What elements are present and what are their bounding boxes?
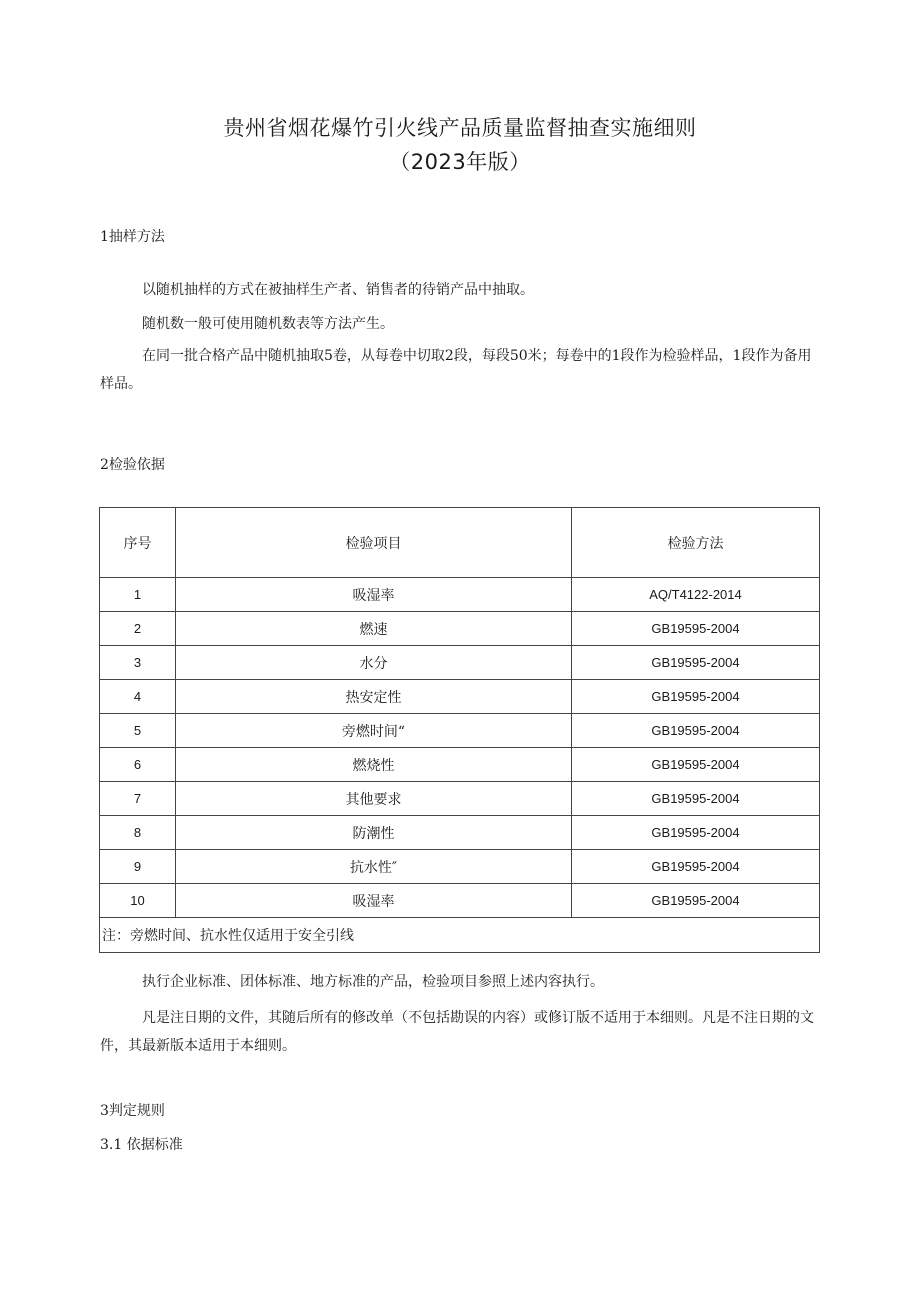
table-row bbox=[100, 884, 820, 918]
cell-no: 7 bbox=[100, 782, 176, 816]
cell-no: 9 bbox=[100, 850, 176, 884]
section-3-heading: 3判定规则 bbox=[100, 1103, 165, 1119]
cell-method: GB19595-2004 bbox=[572, 782, 820, 816]
section-2-paragraph: 执行企业标准、团体标准、地方标准的产品，检验项目参照上述内容执行。 bbox=[142, 974, 604, 990]
cell-item: 燃烧性 bbox=[176, 748, 572, 782]
cell-item: 燃速 bbox=[176, 612, 572, 646]
cell-no: 6 bbox=[100, 748, 176, 782]
header-method: 检验方法 bbox=[572, 508, 820, 578]
section-1-paragraph: 随机数一般可使用随机数表等方法产生。 bbox=[142, 316, 394, 332]
section-1-heading: 1抽样方法 bbox=[100, 229, 165, 245]
section-1-paragraph: 在同一批合格产品中随机抽取5卷，从每卷中切取2段，每段50米；每卷中的1段作为检验样品，1段作为备用样品。 bbox=[100, 348, 812, 392]
cell-item: 热安定性 bbox=[176, 680, 572, 714]
cell-method: AQ/T4122-2014 bbox=[572, 578, 820, 612]
cell-item: 吸湿率 bbox=[176, 578, 572, 612]
section-3-1-heading: 3.1 依据标准 bbox=[100, 1137, 183, 1153]
table-header-row bbox=[100, 508, 820, 578]
cell-method: GB19595-2004 bbox=[572, 816, 820, 850]
cell-method: GB19595-2004 bbox=[572, 850, 820, 884]
cell-method: GB19595-2004 bbox=[572, 884, 820, 918]
table-row bbox=[100, 816, 820, 850]
table-row bbox=[100, 646, 820, 680]
cell-item: 吸湿率 bbox=[176, 884, 572, 918]
cell-item: 水分 bbox=[176, 646, 572, 680]
table-row bbox=[100, 748, 820, 782]
document-title: 贵州省烟花爆竹引火线产品质量监督抽查实施细则 bbox=[223, 116, 697, 140]
cell-method: GB19595-2004 bbox=[572, 646, 820, 680]
header-no: 序号 bbox=[100, 508, 176, 578]
cell-item: 防潮性 bbox=[176, 816, 572, 850]
header-item: 检验项目 bbox=[176, 508, 572, 578]
cell-no: 4 bbox=[100, 680, 176, 714]
cell-method: GB19595-2004 bbox=[572, 748, 820, 782]
document-subtitle: （2023年版） bbox=[389, 150, 531, 174]
cell-no: 3 bbox=[100, 646, 176, 680]
cell-no: 1 bbox=[100, 578, 176, 612]
table-note: 注：旁燃时间、抗水性仅适用于安全引线 bbox=[100, 918, 820, 953]
cell-method: GB19595-2004 bbox=[572, 680, 820, 714]
section-1-paragraph: 以随机抽样的方式在被抽样生产者、销售者的待销产品中抽取。 bbox=[142, 282, 534, 298]
cell-method: GB19595-2004 bbox=[572, 612, 820, 646]
table-row bbox=[100, 680, 820, 714]
cell-method: GB19595-2004 bbox=[572, 714, 820, 748]
table-note-row bbox=[100, 918, 820, 953]
cell-item: 其他要求 bbox=[176, 782, 572, 816]
table-row bbox=[100, 782, 820, 816]
section-2-heading: 2检验依据 bbox=[100, 457, 165, 473]
cell-item: 抗水性″ bbox=[176, 850, 572, 884]
inspection-table bbox=[99, 507, 820, 953]
cell-item: 旁燃时间“ bbox=[176, 714, 572, 748]
table-row bbox=[100, 578, 820, 612]
cell-no: 8 bbox=[100, 816, 176, 850]
section-2-paragraph: 凡是注日期的文件，其随后所有的修改单（不包括勘误的内容）或修订版不适用于本细则。凡是不注日期的文件，其最新版本适用于本细则。 bbox=[100, 1010, 814, 1054]
cell-no: 2 bbox=[100, 612, 176, 646]
table-row bbox=[100, 850, 820, 884]
table-row bbox=[100, 612, 820, 646]
table-row bbox=[100, 714, 820, 748]
cell-no: 5 bbox=[100, 714, 176, 748]
cell-no: 10 bbox=[100, 884, 176, 918]
